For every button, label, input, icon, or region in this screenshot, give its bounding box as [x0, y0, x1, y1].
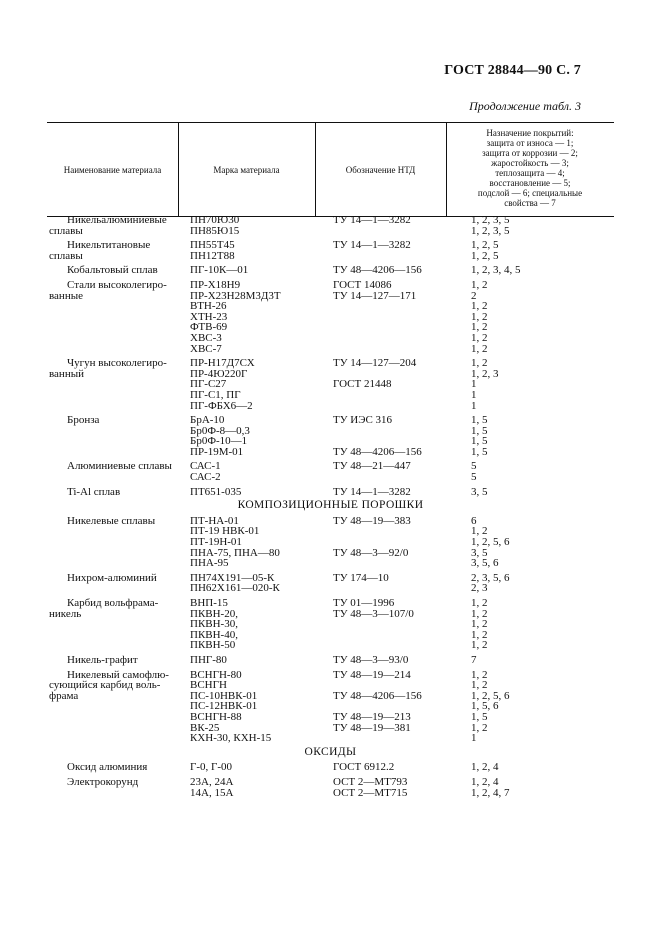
coating-purpose-line: 1, 2, 5, 6: [471, 536, 510, 549]
material-grade-line: ХТН-23: [190, 310, 228, 323]
material-grade-line: ПКВН-20,: [190, 607, 238, 620]
material-grade-line: ПР-Х23Н28М3Д3Т: [190, 289, 281, 302]
material-grade-line: ПН70Ю30: [190, 214, 240, 226]
material-grade-line: ПКВН-40,: [190, 628, 238, 641]
cell-ntd-designation: [326, 457, 464, 482]
material-grade-line: БрА-10: [190, 414, 225, 427]
section-heading: ОКСИДЫ: [304, 745, 357, 758]
coating-purpose-line: 1, 2: [471, 357, 488, 370]
material-grade-line: ПГ-С1, ПГ: [190, 388, 241, 401]
ntd-designation-line: [333, 733, 464, 744]
cell-ntd-designation: [326, 758, 464, 773]
cell-coating-purpose: [464, 261, 614, 276]
purpose-header-line: жаростойкость — 3;: [491, 158, 569, 168]
coating-purpose-line: 1, 2: [471, 331, 488, 344]
cell-coating-purpose: [464, 512, 614, 569]
cell-material-grade: [180, 569, 326, 594]
table-row: [47, 651, 614, 666]
material-grade-line: ВСНГН-88: [190, 710, 242, 723]
cell-material-grade: [180, 261, 326, 276]
ntd-designation-line: ОСТ 2—МТ793: [333, 775, 408, 788]
material-name-line: Нихром-алюминий: [67, 571, 157, 584]
table-row: [47, 276, 614, 354]
material-grade-line: САС-1: [190, 460, 221, 473]
materials-table: [47, 215, 614, 798]
ntd-designation-line: ТУ 174—10: [333, 571, 389, 584]
cell-ntd-designation: [326, 512, 464, 569]
material-name-line: Чугун высоколегиро-: [67, 357, 167, 370]
ntd-designation-line: ТУ 48—4206—156: [333, 445, 422, 458]
material-grade-line: ПН62Х161—020-К: [190, 582, 280, 595]
ntd-designation-line: ГОСТ 21448: [333, 378, 392, 391]
ntd-designation-line: ОСТ 2—МТ715: [333, 786, 408, 799]
coating-purpose-line: 2, 3: [471, 582, 488, 595]
coating-purpose-line: 1, 2: [471, 321, 488, 334]
material-grade-line: ПКВН-50: [190, 639, 236, 652]
coating-purpose-line: 1, 5, 6: [471, 700, 499, 713]
ntd-designation-line: [333, 301, 464, 312]
material-grade-line: ХВС-3: [190, 331, 222, 344]
table-row: [47, 512, 614, 569]
coating-purpose-line: 7: [471, 653, 477, 666]
cell-material-name: [47, 276, 180, 354]
ntd-designation-line: [333, 526, 464, 537]
material-grade-line: Бр0Ф-8—0,3: [190, 424, 250, 437]
cell-ntd-designation: [326, 773, 464, 798]
material-grade-line: ПН74Х191—05-К: [190, 571, 275, 584]
cell-ntd-designation: [326, 651, 464, 666]
cell-material-name: [47, 411, 180, 457]
coating-purpose-line: 1, 2, 4, 7: [471, 786, 510, 799]
material-grade-line: 23А, 24А: [190, 775, 234, 788]
cell-material-grade: [180, 354, 326, 411]
material-grade-line: ПНА-95: [190, 557, 229, 570]
coating-purpose-line: 1, 5: [471, 414, 488, 427]
material-grade-line: ВСНГН-80: [190, 668, 242, 681]
material-grade-line: КХН-30, КХН-15: [190, 732, 272, 745]
ntd-designation-line: ГОСТ 14086: [333, 278, 392, 291]
purpose-header-line: Назначение покрытий:: [486, 128, 574, 138]
ntd-designation-line: [333, 344, 464, 355]
ntd-designation-line: ТУ 48—19—213: [333, 710, 411, 723]
cell-ntd-designation: [326, 666, 464, 744]
coating-purpose-line: 1, 2: [471, 618, 488, 631]
material-grade-line: ПГ-ФБХ6—2: [190, 399, 253, 412]
material-grade-line: ПТ-НА-01: [190, 514, 239, 527]
table-row: [47, 261, 614, 276]
ntd-designation-line: ТУ 48—4206—156: [333, 264, 422, 277]
cell-material-name: [47, 594, 180, 651]
cell-ntd-designation: [326, 236, 464, 261]
ntd-designation-line: ТУ ИЭС 316: [333, 414, 393, 427]
coating-purpose-line: 1, 2: [471, 721, 488, 734]
ntd-designation-line: ГОСТ 6912.2: [333, 761, 395, 774]
coating-purpose-line: 1, 2, 3, 4, 5: [471, 264, 521, 277]
purpose-header-line: теплозащита — 4;: [495, 168, 565, 178]
material-grade-line: Г-0, Г-00: [190, 761, 233, 774]
ntd-designation-line: [333, 472, 464, 483]
table-row: [47, 236, 614, 261]
table-row: [47, 411, 614, 457]
coating-purpose-line: 1, 2: [471, 628, 488, 641]
material-name-line: Никелевый самофлю-: [67, 668, 169, 681]
coating-purpose-line: 1, 2: [471, 597, 488, 609]
coating-purpose-line: 1, 2: [471, 342, 488, 355]
ntd-designation-line: [333, 312, 464, 323]
coating-purpose-line: 1, 2, 5: [471, 239, 499, 252]
material-name-line: Стали высоколегиро-: [67, 278, 167, 291]
coating-purpose-line: 1: [471, 378, 477, 391]
coating-purpose-line: 1, 2: [471, 300, 488, 313]
material-grade-line: ФТВ-69: [190, 321, 228, 334]
material-grade-line: ПС-10НВК-01: [190, 689, 258, 702]
cell-material-name: [47, 354, 180, 411]
ntd-designation-line: [333, 390, 464, 401]
material-grade-line: ПГ-С27: [190, 378, 227, 391]
ntd-designation-line: ТУ 14—127—204: [333, 357, 417, 370]
cell-coating-purpose: [464, 411, 614, 457]
cell-ntd-designation: [326, 261, 464, 276]
material-name-line: Алюминиевые сплавы: [67, 460, 172, 473]
table-row: [47, 457, 614, 482]
cell-coating-purpose: [464, 594, 614, 651]
coating-purpose-line: 1: [471, 732, 477, 745]
material-name-line: Никелевые сплавы: [67, 514, 156, 527]
material-grade-line: ВСНГН: [190, 679, 227, 692]
coating-purpose-line: 5: [471, 471, 477, 484]
purpose-header-line: подслой — 6; специальные: [477, 188, 583, 198]
cell-material-grade: [180, 276, 326, 354]
material-grade-line: ПР-19М-01: [190, 445, 244, 458]
coating-purpose-line: 1, 2: [471, 679, 488, 692]
material-grade-line: ПКВН-30,: [190, 618, 238, 631]
cell-material-name: [47, 261, 180, 276]
cell-ntd-designation: [326, 594, 464, 651]
coating-purpose-line: 3, 5, 6: [471, 557, 499, 570]
cell-material-grade: [180, 666, 326, 744]
cell-material-name: [47, 483, 180, 498]
material-grade-line: ПР-4Ю220Г: [190, 367, 248, 380]
ntd-designation-line: [333, 630, 464, 641]
material-grade-line: ВНП-15: [190, 597, 228, 609]
material-grade-line: Бр0Ф-10—1: [190, 435, 248, 448]
material-name-line: ванный: [49, 367, 84, 380]
table-row: [47, 758, 614, 773]
ntd-designation-line: ТУ 48—19—214: [333, 668, 411, 681]
ntd-designation-line: ТУ 48—19—383: [333, 514, 411, 527]
ntd-designation-line: ТУ 14—1—3282: [333, 214, 411, 226]
cell-material-grade: [180, 594, 326, 651]
purpose-header-line: защита от коррозии — 2;: [482, 148, 578, 158]
table-row: [47, 666, 614, 744]
page-header-title: ГОСТ 28844—90 С. 7: [444, 63, 581, 78]
ntd-designation-line: [333, 640, 464, 651]
cell-material-name: [47, 512, 180, 569]
column-header-material-name: Наименование материала: [63, 165, 162, 175]
material-name-line: Никель-графит: [67, 653, 138, 666]
coating-purpose-line: 1, 2, 3, 5: [471, 214, 510, 226]
cell-ntd-designation: [326, 569, 464, 594]
material-grade-line: ПС-12НВК-01: [190, 700, 258, 713]
purpose-header-line: защита от износа — 1;: [486, 138, 574, 148]
cell-material-name: [47, 758, 180, 773]
cell-material-name: [47, 236, 180, 261]
cell-material-name: [47, 457, 180, 482]
ntd-designation-line: [333, 401, 464, 412]
cell-material-grade: [180, 483, 326, 498]
coating-purpose-line: 1, 2: [471, 607, 488, 620]
cell-material-name: [47, 569, 180, 594]
coating-purpose-line: 1, 2: [471, 525, 488, 538]
material-grade-line: САС-2: [190, 471, 221, 484]
ntd-designation-line: ТУ 48—4206—156: [333, 689, 422, 702]
cell-coating-purpose: [464, 666, 614, 744]
cell-ntd-designation: [326, 215, 464, 236]
material-name-line: сующийся карбид воль-: [49, 679, 161, 692]
ntd-designation-line: [333, 426, 464, 437]
cell-coating-purpose: [464, 651, 614, 666]
cell-coating-purpose: [464, 354, 614, 411]
coating-purpose-line: 1, 5: [471, 445, 488, 458]
ntd-designation-line: ТУ 48—3—93/0: [333, 653, 409, 666]
table-continuation-label: Продолжение табл. 3: [469, 99, 581, 113]
column-header-ntd: Обозначение НТД: [345, 165, 416, 175]
ntd-designation-line: [333, 583, 464, 594]
section-heading: КОМПОЗИЦИОННЫЕ ПОРОШКИ: [237, 499, 424, 512]
material-grade-line: ВТН-26: [190, 300, 227, 313]
coating-purpose-line: 1, 2: [471, 668, 488, 681]
material-grade-line: ПГ-10К—01: [190, 264, 249, 277]
table-row: [47, 354, 614, 411]
table-top-rule: [47, 122, 614, 123]
cell-material-grade: [180, 215, 326, 236]
material-name-line: Кобальтовый сплав: [67, 264, 158, 277]
material-grade-line: ПТ-19Н-01: [190, 536, 242, 549]
cell-ntd-designation: [326, 483, 464, 498]
coating-purpose-line: 1, 2, 4: [471, 761, 499, 774]
table-row: [47, 773, 614, 798]
ntd-designation-line: ТУ 14—1—3282: [333, 485, 411, 498]
material-grade-line: 14А, 15А: [190, 786, 234, 799]
table-row: [47, 215, 614, 236]
ntd-designation-line: ТУ 48—3—92/0: [333, 546, 409, 559]
ntd-designation-line: ТУ 48—21—447: [333, 460, 411, 473]
ntd-designation-line: [333, 322, 464, 333]
coating-purpose-line: 3, 5: [471, 546, 488, 559]
cell-ntd-designation: [326, 354, 464, 411]
coating-purpose-line: 1: [471, 388, 477, 401]
material-name-line: сплавы: [49, 224, 83, 237]
material-name-line: Электрокорунд: [67, 775, 139, 788]
material-name-line: Никельалюминиевые: [67, 214, 167, 226]
cell-coating-purpose: [464, 773, 614, 798]
material-grade-line: ПНГ-80: [190, 653, 227, 666]
cell-material-grade: [180, 236, 326, 261]
material-name-line: фрама: [49, 689, 79, 702]
material-grade-line: ПНА-75, ПНА—80: [190, 546, 280, 559]
coating-purpose-line: 1, 2: [471, 278, 488, 291]
cell-ntd-designation: [326, 276, 464, 354]
cell-ntd-designation: [326, 411, 464, 457]
ntd-designation-line: ТУ 14—1—3282: [333, 239, 411, 252]
cell-material-grade: [180, 512, 326, 569]
material-name-line: никель: [49, 607, 82, 620]
ntd-designation-line: ТУ 14—127—171: [333, 289, 417, 302]
cell-coating-purpose: [464, 569, 614, 594]
material-grade-line: ПТ651-035: [190, 485, 242, 498]
material-grade-line: ПР-Н17Д7СХ: [190, 357, 255, 370]
ntd-designation-line: [333, 333, 464, 344]
coating-purpose-line: 1, 2, 5: [471, 249, 499, 262]
material-grade-line: ХВС-7: [190, 342, 222, 355]
material-name-line: Оксид алюминия: [67, 761, 148, 774]
coating-purpose-line: 5: [471, 460, 477, 473]
ntd-designation-line: ТУ 01—1996: [333, 597, 395, 609]
coating-purpose-line: 3, 5: [471, 485, 488, 498]
ntd-designation-line: [333, 619, 464, 630]
table-row: [47, 483, 614, 498]
ntd-designation-line: [333, 251, 464, 262]
cell-material-grade: [180, 773, 326, 798]
material-grade-line: ПН85Ю15: [190, 224, 240, 237]
material-grade-line: ПН12Т88: [190, 249, 235, 262]
material-grade-line: ПТ-19 НВК-01: [190, 525, 260, 538]
cell-coating-purpose: [464, 215, 614, 236]
coating-purpose-line: 1, 5: [471, 424, 488, 437]
ntd-designation-line: [333, 558, 464, 569]
coating-purpose-line: 1, 5: [471, 710, 488, 723]
material-grade-line: ПР-Х18Н9: [190, 278, 241, 291]
material-name-line: Ti-Al сплав: [67, 485, 121, 498]
coating-purpose-line: 1, 2, 4: [471, 775, 499, 788]
ntd-designation-line: ТУ 48—3—107/0: [333, 607, 414, 620]
table-row: [47, 594, 614, 651]
cell-material-grade: [180, 651, 326, 666]
cell-coating-purpose: [464, 457, 614, 482]
column-header-material-grade: Марка материала: [213, 165, 280, 175]
material-grade-line: ВК-25: [190, 721, 220, 734]
coating-purpose-line: 1, 2, 3: [471, 367, 499, 380]
ntd-designation-line: [333, 226, 464, 237]
material-grade-line: ПН55Т45: [190, 239, 235, 252]
column-header-coating-purpose: [446, 128, 614, 208]
material-name-line: сплавы: [49, 249, 83, 262]
coating-purpose-line: 1, 5: [471, 435, 488, 448]
coating-purpose-line: 6: [471, 514, 477, 527]
coating-purpose-line: 2, 3, 5, 6: [471, 571, 510, 584]
purpose-header-line: свойства — 7: [504, 198, 556, 208]
cell-material-name: [47, 651, 180, 666]
material-name-line: Никельтитановые: [67, 239, 151, 252]
coating-purpose-line: 1, 2: [471, 310, 488, 323]
cell-material-grade: [180, 411, 326, 457]
coating-purpose-line: 1, 2, 5, 6: [471, 689, 510, 702]
cell-coating-purpose: [464, 276, 614, 354]
cell-coating-purpose: [464, 483, 614, 498]
cell-material-grade: [180, 457, 326, 482]
material-name-line: Карбид вольфрама-: [67, 597, 159, 609]
coating-purpose-line: 1: [471, 399, 477, 412]
cell-material-name: [47, 215, 180, 236]
coating-purpose-line: 2: [471, 289, 477, 302]
cell-coating-purpose: [464, 236, 614, 261]
cell-material-grade: [180, 758, 326, 773]
coating-purpose-line: 1, 2, 3, 5: [471, 224, 510, 237]
cell-material-name: [47, 773, 180, 798]
material-name-line: ванные: [49, 289, 83, 302]
ntd-designation-line: ТУ 48—19—381: [333, 721, 411, 734]
material-name-line: Бронза: [67, 414, 100, 427]
purpose-header-line: восстановление — 5;: [489, 178, 571, 188]
coating-purpose-line: 1, 2: [471, 639, 488, 652]
cell-material-name: [47, 666, 180, 744]
table-row: [47, 569, 614, 594]
cell-coating-purpose: [464, 758, 614, 773]
